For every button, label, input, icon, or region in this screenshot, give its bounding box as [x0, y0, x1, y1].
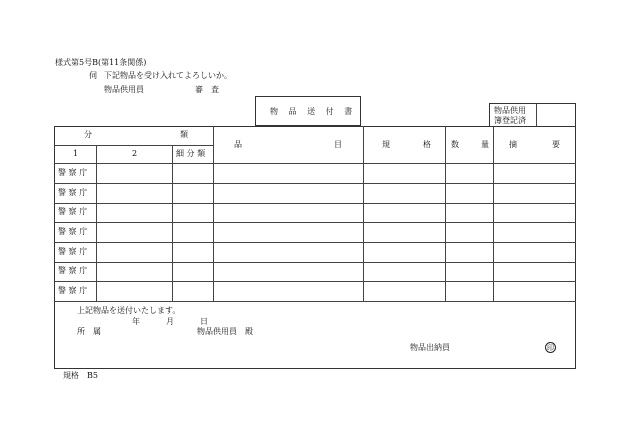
classification-label: 分 — [84, 130, 92, 139]
remarks-header-a: 摘 — [509, 140, 517, 149]
subclass-col-1: 1 — [73, 149, 79, 158]
spec-header-b: 格 — [423, 140, 431, 149]
supplier-label: 物品供用員 — [104, 85, 144, 94]
remarks-header-b: 要 — [552, 140, 560, 149]
to-supplier-label: 物品供用員 殿 — [197, 327, 253, 336]
form-number: 様式第5号B(第11条関係) — [55, 58, 147, 67]
request-label: 伺 — [89, 71, 97, 80]
spec-header-a: 規 — [382, 140, 390, 149]
affiliation-label: 所 属 — [77, 327, 101, 336]
storekeeper-label: 物品出納員 — [410, 343, 450, 352]
seal-mark-icon: 印 — [547, 344, 554, 352]
subclass-col-3: 細 分 類 — [176, 149, 206, 158]
table-row-agency: 警 察 庁 — [58, 227, 88, 236]
table-row-agency: 警 察 庁 — [58, 286, 88, 295]
doc-title-box — [255, 96, 361, 126]
review-label: 審 査 — [195, 85, 219, 94]
date-day: 日 — [200, 317, 208, 326]
date-year: 年 — [132, 317, 140, 326]
send-text: 上記物品を送付いたします。 — [77, 306, 181, 315]
item-header-b: 目 — [334, 140, 342, 149]
table-row-agency: 警 察 庁 — [58, 247, 88, 256]
qty-header-a: 数 — [451, 140, 459, 149]
register-line2: 簿登記済 — [494, 116, 526, 125]
classification-label-2: 類 — [180, 130, 188, 139]
date-month: 月 — [166, 317, 174, 326]
register-line1: 物品供用 — [494, 106, 526, 115]
qty-header-b: 量 — [481, 140, 489, 149]
table-row-agency: 警 察 庁 — [58, 207, 88, 216]
request-text: 下記物品を受け入れてよろしいか。 — [104, 71, 232, 80]
item-header-a: 品 — [234, 140, 242, 149]
table-row-agency: 警 察 庁 — [58, 188, 88, 197]
paper-size: 規格 B5 — [63, 371, 98, 380]
table-row-agency: 警 察 庁 — [58, 266, 88, 275]
subclass-col-2: 2 — [132, 149, 138, 158]
doc-title: 物 品 送 付 書 — [270, 107, 357, 116]
table-row-agency: 警 察 庁 — [58, 168, 88, 177]
register-box — [489, 103, 576, 127]
